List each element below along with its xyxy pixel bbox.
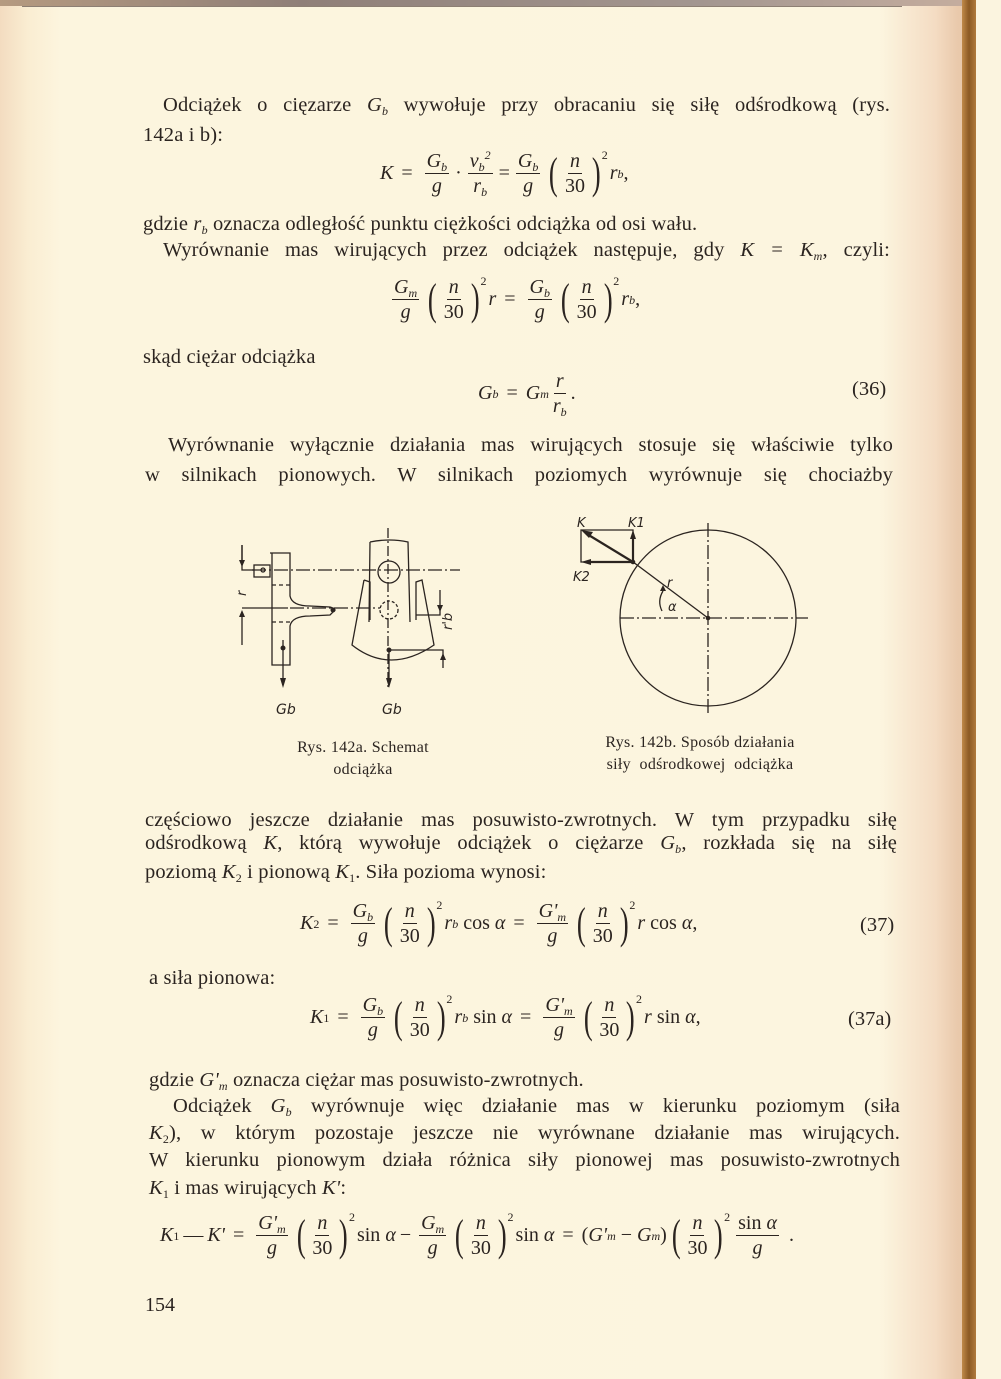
label-rb: r'b — [441, 612, 456, 630]
equation-37a: K 1 = $\frac{G_b}{g}$ ( $\frac{n}{30}$ ) 2 r b sin α = $\frac{G'_m}{g}$ ( $\frac{n}{30}$ ) 2 r sin α , — [310, 992, 701, 1042]
text-line: częściowo jeszcze działanie mas posuwisto-zwrotnych. W tym przypadku siłę — [145, 809, 897, 831]
page-number: 154 — [145, 1294, 175, 1316]
label-r: r — [235, 590, 250, 596]
text-line: $K_1$ i mas wirujących K': — [149, 1177, 347, 1201]
text-line: skąd ciężar odciążka — [143, 346, 316, 368]
equation-number: (37a) — [848, 1008, 892, 1030]
text-line: gdzie $G'_m$ oznacza ciężar mas posuwisto-zwrotnych. — [149, 1069, 584, 1093]
figure-142a-caption: Rys. 142a. Schemat odciążka — [297, 739, 429, 778]
figure-142b-centrifugal-force-diagram — [565, 515, 825, 725]
label-K2: K2 — [573, 570, 590, 585]
equation-mass-balance: $\frac{G_m}{g}$ ( $\frac{n}{30}$ ) 2 r = $\frac{G_b}{g}$ ( $\frac{n}{30}$ ) 2 r b , — [394, 274, 641, 324]
equation-vertical-force-difference: K 1 — K' = $\frac{G'_m}{g}$ ( $\frac{n}{30}$ ) 2 sin α − $\frac{G_m}{g}$ ( $\frac{n}{30}$ ) 2 sin α = ( G' m − G m ) ( $\frac{n}{30}$ ) 2 $\frac{\text{sin α}}{g}$ . — [160, 1210, 794, 1260]
equation-number: (36) — [852, 378, 887, 400]
label-K1: K1 — [628, 516, 645, 531]
figure-142b-caption: Rys. 142b. Sposób działania siły odśrodkowej odciążka — [605, 734, 795, 773]
text-line: odśrodkową K, którą wywołuje odciążek o ciężarze $G_b$, rozkłada się na siłę — [145, 832, 897, 856]
text-line: gdzie $r_b$ oznacza odległość punktu ciężkości odciążka od osi wału. — [143, 213, 698, 237]
text-line: Odciążek $G_b$ wyrównuje więc działanie mas w kierunku poziomym (siła — [173, 1095, 900, 1119]
text-line: poziomą $K_2$ i pionową $K_1$. Siła pozioma wynosi: — [145, 861, 547, 885]
text-line: a siła pionowa: — [149, 967, 276, 989]
text-line: Wyrównanie wyłącznie działania mas wirujących stosuje się właściwie tylko — [168, 434, 893, 456]
label-K: K — [577, 516, 586, 531]
text-line: W kierunku pionowym działa różnica siły pionowej mas posuwisto-zwrotnych — [149, 1149, 900, 1171]
equation-37: K 2 = $\frac{G_b}{g}$ ( $\frac{n}{30}$ ) 2 r b cos α = $\frac{G'_m}{g}$ ( $\frac{n}{30}$ ) 2 r cos α , — [300, 898, 698, 948]
book-spine — [962, 0, 976, 1379]
text-line: w silnikach pionowych. W silnikach poziomych wyrównuje się chociażby — [145, 464, 893, 486]
figure-142a-counterweight-schematic — [230, 520, 470, 720]
label-gb-left: Gb — [276, 702, 296, 718]
equation-centrifugal-force: K = $\frac{G_b}{g}$ · $\frac{v_b^2}{r_b}$ = $\frac{G_b}{g}$ ( $\frac{n}{30}$ ) 2 r b , — [380, 148, 629, 199]
text-line: 142a i b): — [143, 124, 224, 146]
label-r: r — [667, 576, 673, 591]
text-line: Wyrównanie mas wirujących przez odciążek następuje, gdy $K = K_m$, czyli: — [163, 239, 891, 263]
text-line: Odciążek o cięzarze $G_b$ wywołuje przy obracaniu się siłę odśrodkową (rys. — [163, 94, 890, 118]
text-line: $K_2$), w którym pozostaje jeszcze nie wyrównane działanie mas wirujących. — [149, 1122, 900, 1146]
label-alpha: α — [668, 600, 677, 615]
equation-36: G b = G m $\frac{r}{r_b}$ . — [478, 370, 576, 419]
equation-number: (37) — [860, 914, 895, 936]
label-gb-right: Gb — [382, 702, 402, 718]
top-rule — [22, 6, 902, 7]
next-page-edge — [976, 0, 1001, 1379]
